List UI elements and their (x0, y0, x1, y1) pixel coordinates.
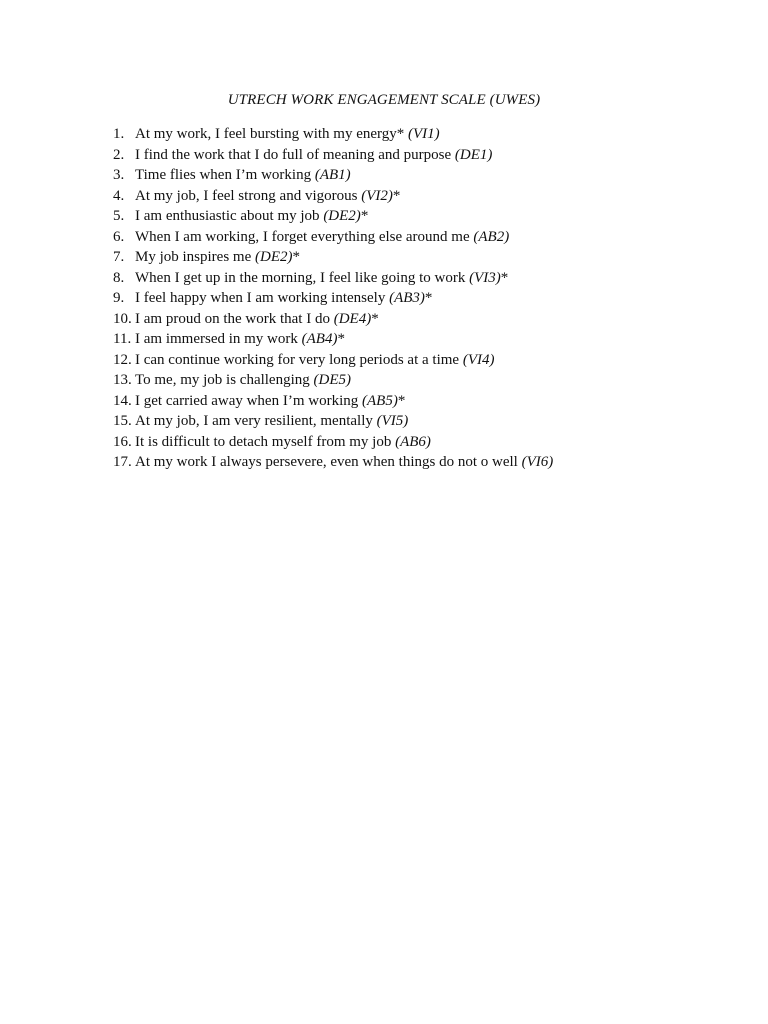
item-number: 9. (113, 290, 125, 306)
scale-item (113, 145, 553, 166)
item-number: 8. (113, 269, 125, 286)
item-text: I am immersed in my work (135, 331, 302, 347)
item-star: * (397, 392, 406, 409)
scale-item (113, 432, 553, 453)
item-number: 2. (113, 146, 125, 163)
item-text: I find the work that I do full of meaning and purpose (135, 146, 455, 163)
item-text: When I get up in the morning, I feel like going to work (135, 269, 470, 286)
scale-item (113, 452, 553, 473)
item-text: It is difficult to detach myself from my job (135, 433, 396, 450)
scale-item-list (113, 124, 553, 473)
item-code: (VI1) (408, 126, 440, 142)
item-number: 14. (113, 392, 132, 409)
item-number: 15. (113, 413, 132, 429)
item-text: At my work, I feel bursting with my energy* (135, 126, 409, 142)
item-star: * (292, 249, 300, 265)
item-code: (DE2) (255, 249, 293, 265)
item-code: (AB1) (314, 167, 351, 183)
item-code: (VI2) (361, 187, 393, 204)
scale-item (113, 288, 553, 309)
item-star: * (424, 290, 433, 306)
item-number: 16. (113, 433, 132, 450)
item-number: 7. (113, 249, 125, 265)
item-code: (DE2) (323, 208, 361, 224)
item-code: (DE1) (454, 146, 493, 163)
scale-item (113, 329, 553, 350)
scale-item (113, 309, 553, 330)
item-text: I can continue working for very long periods at a time (135, 351, 463, 368)
item-code: (AB4) (301, 331, 338, 347)
scale-item (113, 350, 553, 371)
item-text: At my job, I am very resilient, mentally (135, 413, 377, 429)
item-code: (AB6) (395, 433, 431, 450)
item-number: 12. (113, 351, 132, 368)
item-code: (VI3) (469, 269, 501, 286)
scale-item (113, 165, 553, 186)
item-number: 4. (113, 187, 125, 204)
item-number: 1. (113, 126, 125, 142)
item-star: * (500, 269, 509, 286)
item-code: (VI5) (376, 413, 409, 429)
item-number: 13. (113, 372, 132, 388)
item-text: My job inspires me (135, 249, 255, 265)
scale-item (113, 268, 553, 289)
item-star: * (337, 331, 345, 347)
item-text: I feel happy when I am working intensely (135, 290, 390, 306)
item-text: I am proud on the work that I do (135, 310, 334, 327)
item-text: Time flies when I’m working (135, 167, 315, 183)
item-code: (AB2) (473, 228, 510, 245)
item-number: 6. (113, 228, 125, 245)
item-star: * (392, 187, 401, 204)
item-code: (VI4) (462, 351, 495, 368)
scale-item (113, 206, 553, 227)
scale-item (113, 124, 553, 145)
document-title: UTRECH WORK ENGAGEMENT SCALE (UWES) (227, 92, 541, 108)
item-code: (AB5) (362, 392, 398, 409)
item-code: (DE5) (313, 372, 352, 388)
item-code: (VI6) (521, 454, 554, 470)
item-number: 17. (113, 454, 132, 470)
scale-item (113, 186, 553, 207)
scale-item (113, 247, 553, 268)
item-number: 5. (113, 208, 125, 224)
item-text: I get carried away when I’m working (135, 392, 362, 409)
item-code: (DE4) (333, 310, 372, 327)
scale-item (113, 227, 553, 248)
item-text: At my job, I feel strong and vigorous (135, 187, 362, 204)
item-text: At my work I always persevere, even when things do not o well (135, 454, 522, 470)
item-code: (AB3) (389, 290, 425, 306)
item-star: * (371, 310, 379, 327)
scale-item (113, 391, 553, 412)
scale-item (113, 411, 553, 432)
scale-item (113, 370, 553, 391)
item-star: * (360, 208, 369, 224)
item-text: When I am working, I forget everything else around me (135, 228, 474, 245)
item-number: 3. (113, 167, 125, 183)
item-number: 10. (113, 310, 132, 327)
item-number: 11. (113, 331, 132, 347)
item-text: I am enthusiastic about my job (135, 208, 324, 224)
item-text: To me, my job is challenging (135, 372, 314, 388)
